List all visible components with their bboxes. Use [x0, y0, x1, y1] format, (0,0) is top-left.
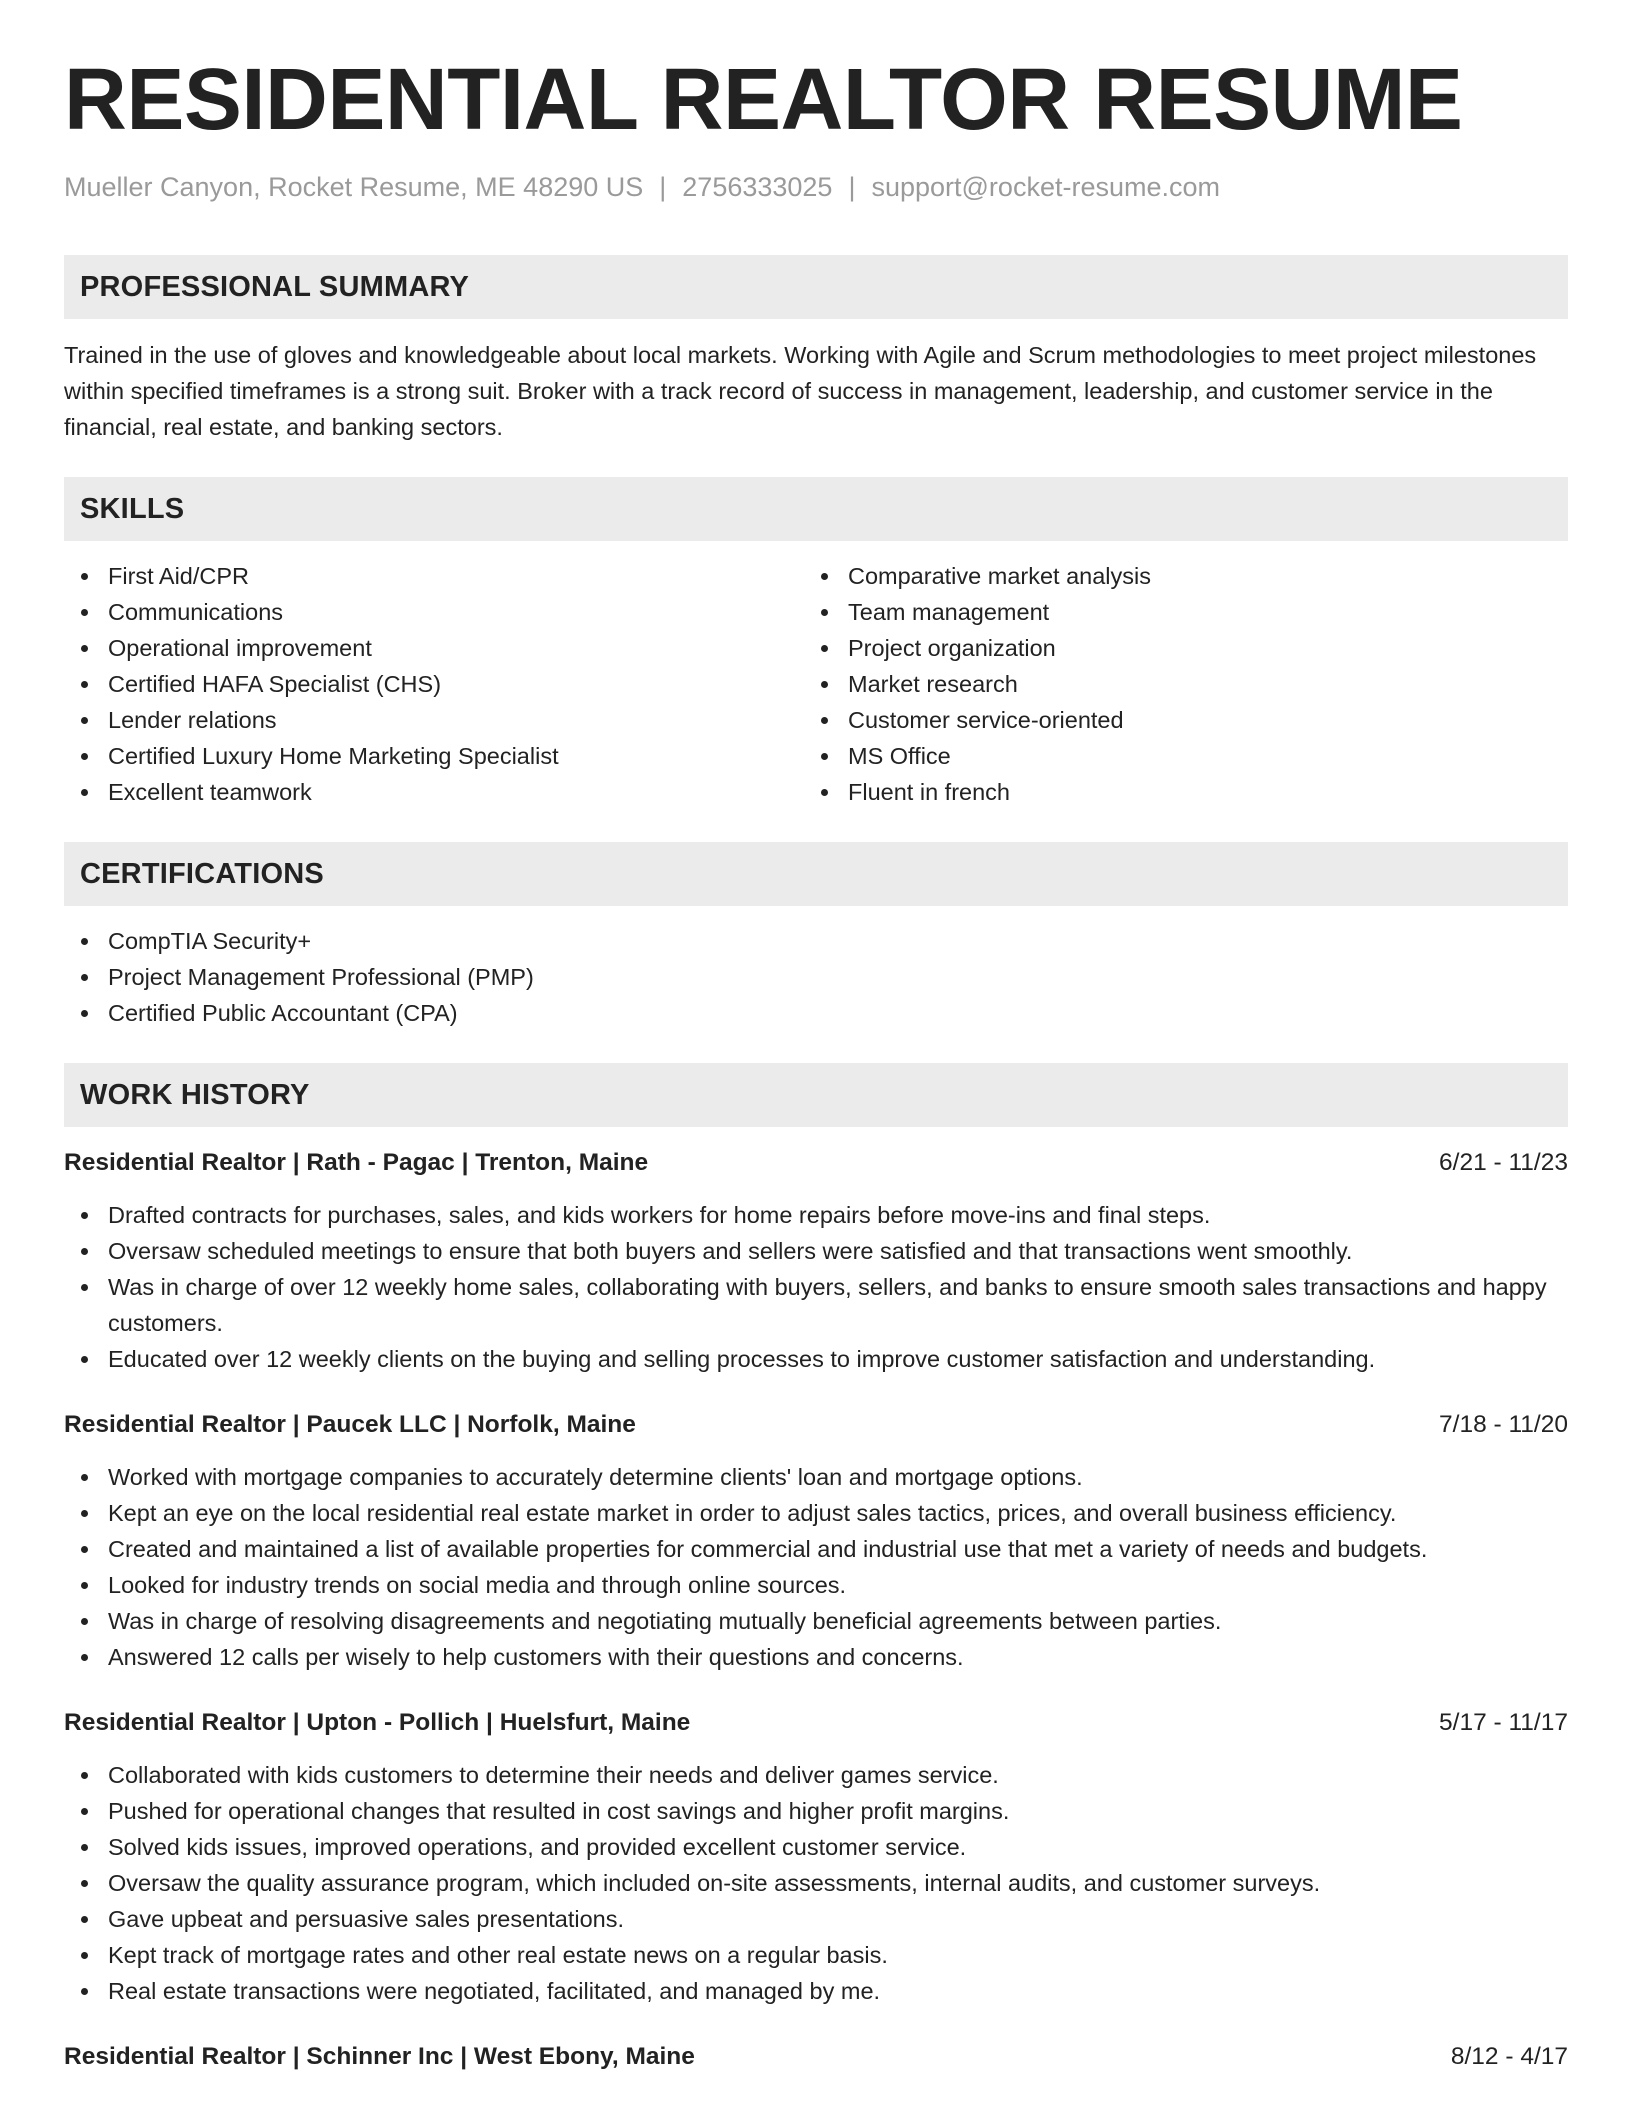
job-dates: 6/21 - 11/23	[1439, 1149, 1568, 1177]
job-bullet: Oversaw the quality assurance program, which included on-site assessments, internal audits, and customer surveys.	[64, 1865, 1568, 1901]
job-bullet: Kept an eye on the local residential real estate market in order to adjust sales tactics, prices, and overall business efficiency.	[64, 1495, 1568, 1531]
contact-email: support@rocket-resume.com	[871, 172, 1220, 202]
job-title: Residential Realtor | Upton - Pollich | Huelsfurt, Maine	[64, 1709, 691, 1737]
section-heading-skills: SKILLS	[64, 477, 1568, 541]
contact-line	[64, 171, 1568, 203]
skill-item: MS Office	[804, 738, 1544, 774]
job-entry	[64, 1407, 1568, 1675]
skill-item: Comparative market analysis	[804, 558, 1544, 594]
job-dates: 5/17 - 11/17	[1439, 1709, 1568, 1737]
job-bullets	[64, 1197, 1568, 1377]
job-bullet: Collaborated with kids customers to determine their needs and deliver games service.	[64, 1757, 1568, 1793]
skill-item: Lender relations	[64, 702, 804, 738]
job-bullet: Looked for industry trends on social media and through online sources.	[64, 1567, 1568, 1603]
job-bullets	[64, 1459, 1568, 1675]
job-entry	[64, 1145, 1568, 1377]
job-header	[64, 1705, 1568, 1741]
certifications-list	[64, 923, 1568, 1031]
job-title: Residential Realtor | Paucek LLC | Norfolk, Maine	[64, 1411, 636, 1439]
skills-column-right	[804, 558, 1544, 810]
contact-address: Mueller Canyon, Rocket Resume, ME 48290 US	[64, 172, 644, 202]
job-dates: 7/18 - 11/20	[1439, 1411, 1568, 1439]
contact-separator: |	[848, 172, 856, 202]
job-bullet: Educated over 12 weekly clients on the buying and selling processes to improve customer satisfaction and understanding.	[64, 1341, 1568, 1377]
summary-text: Trained in the use of gloves and knowledgeable about local markets. Working with Agile and Scrum methodologies to meet project milestones within specified timeframes is a strong suit. Broker with a track record of success in management, leadership, and customer service in the financial, real estate, and banking sectors.	[64, 342, 1537, 441]
work-history-section	[64, 1063, 1568, 2075]
job-bullet: Was in charge of over 12 weekly home sales, collaborating with buyers, sellers, and banks to ensure smooth sales transactions and happy customers.	[64, 1269, 1568, 1341]
job-header	[64, 1145, 1568, 1181]
skill-item: Certified HAFA Specialist (CHS)	[64, 666, 804, 702]
certification-item: CompTIA Security+	[64, 923, 1568, 959]
skills-grid	[64, 558, 1568, 810]
job-title: Residential Realtor | Schinner Inc | West Ebony, Maine	[64, 2043, 695, 2071]
job-bullets	[64, 1757, 1568, 2009]
skill-item: Fluent in french	[804, 774, 1544, 810]
section-heading-certifications: CERTIFICATIONS	[64, 842, 1568, 906]
certifications-section	[64, 842, 1568, 1031]
skill-item: Communications	[64, 594, 804, 630]
job-bullet: Drafted contracts for purchases, sales, and kids workers for home repairs before move-ins and final steps.	[64, 1197, 1568, 1233]
skill-item: Customer service-oriented	[804, 702, 1544, 738]
job-bullet: Created and maintained a list of available properties for commercial and industrial use that met a variety of needs and budgets.	[64, 1531, 1568, 1567]
section-heading-summary: PROFESSIONAL SUMMARY	[64, 255, 1568, 319]
job-bullet: Answered 12 calls per wisely to help customers with their questions and concerns.	[64, 1639, 1568, 1675]
professional-summary-section	[64, 255, 1568, 445]
resume-title: RESIDENTIAL REALTOR RESUME	[64, 51, 1463, 148]
section-heading-work-history: WORK HISTORY	[64, 1063, 1568, 1127]
job-dates: 8/12 - 4/17	[1450, 2043, 1568, 2071]
certification-item: Certified Public Accountant (CPA)	[64, 995, 1568, 1031]
skill-item: Operational improvement	[64, 630, 804, 666]
contact-phone: 2756333025	[682, 172, 833, 202]
job-bullet: Kept track of mortgage rates and other real estate news on a regular basis.	[64, 1937, 1568, 1973]
skill-item: Certified Luxury Home Marketing Specialist	[64, 738, 804, 774]
job-entry	[64, 2039, 1568, 2075]
skill-item: First Aid/CPR	[64, 558, 804, 594]
job-bullet: Worked with mortgage companies to accurately determine clients' loan and mortgage options.	[64, 1459, 1568, 1495]
job-bullet: Gave upbeat and persuasive sales presentations.	[64, 1901, 1568, 1937]
skills-section	[64, 477, 1568, 810]
skill-item: Excellent teamwork	[64, 774, 804, 810]
job-header	[64, 2039, 1568, 2075]
job-bullet: Was in charge of resolving disagreements and negotiating mutually beneficial agreements between parties.	[64, 1603, 1568, 1639]
contact-separator: |	[659, 172, 667, 202]
job-bullet: Pushed for operational changes that resulted in cost savings and higher profit margins.	[64, 1793, 1568, 1829]
certification-item: Project Management Professional (PMP)	[64, 959, 1568, 995]
job-bullet: Solved kids issues, improved operations, and provided excellent customer service.	[64, 1829, 1568, 1865]
job-bullet: Oversaw scheduled meetings to ensure that both buyers and sellers were satisfied and that transactions went smoothly.	[64, 1233, 1568, 1269]
job-entry	[64, 1705, 1568, 2009]
skill-item: Project organization	[804, 630, 1544, 666]
skill-item: Team management	[804, 594, 1544, 630]
skills-column-left	[64, 558, 804, 810]
job-title: Residential Realtor | Rath - Pagac | Trenton, Maine	[64, 1149, 649, 1177]
job-bullet: Real estate transactions were negotiated, facilitated, and managed by me.	[64, 1973, 1568, 2009]
skill-item: Market research	[804, 666, 1544, 702]
job-header	[64, 1407, 1568, 1443]
